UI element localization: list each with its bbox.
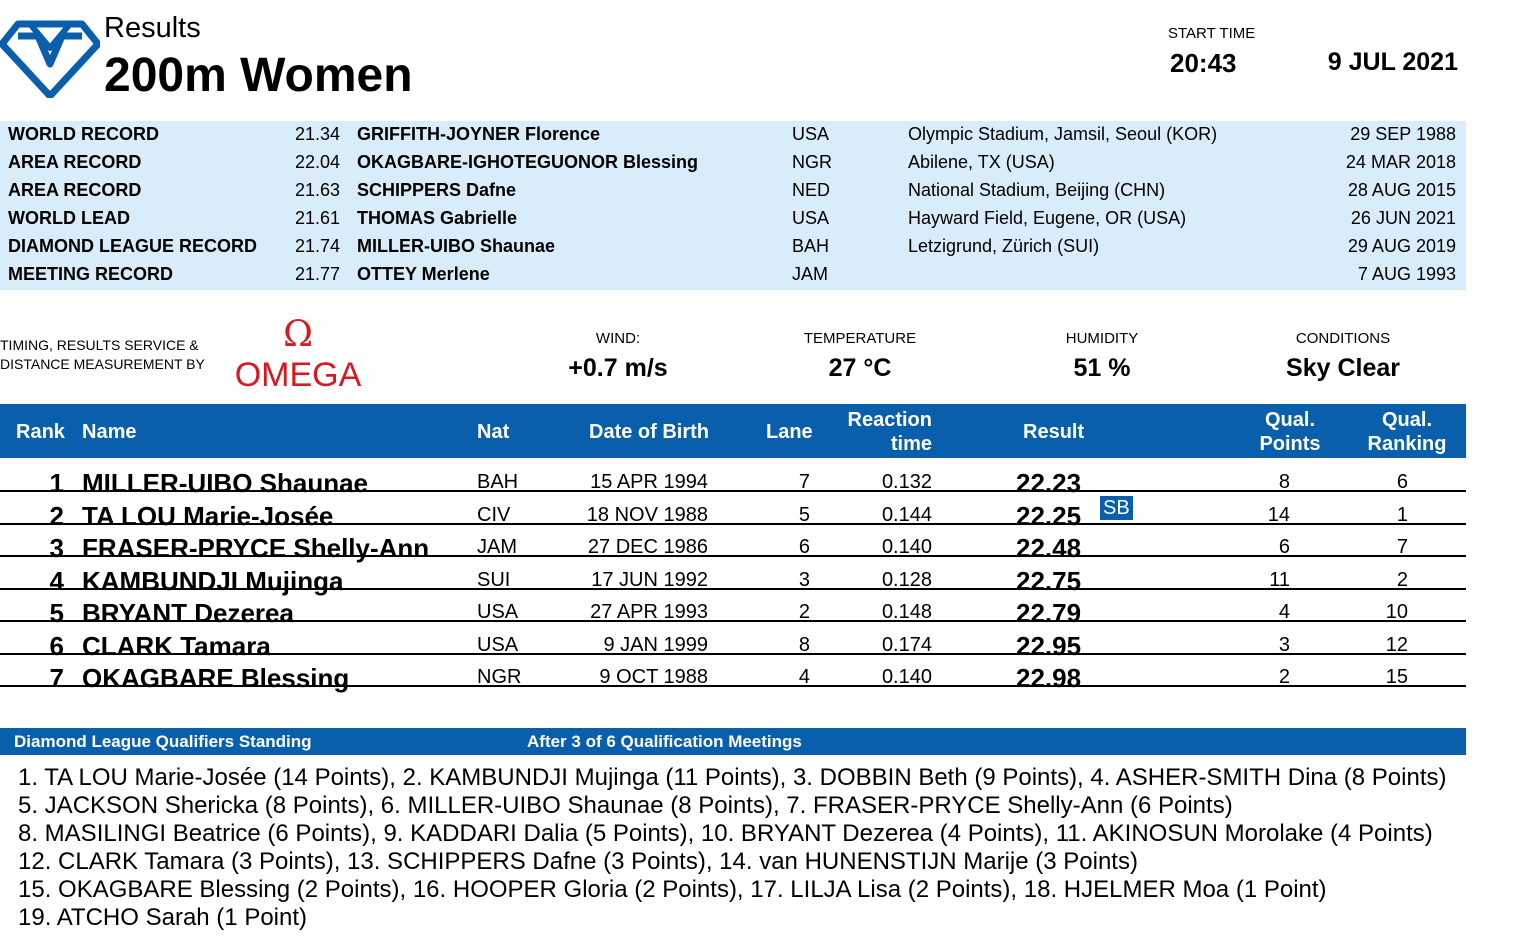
record-date: 29 AUG 2019 bbox=[1347, 236, 1456, 256]
omega-logo-icon bbox=[226, 316, 370, 390]
record-venue: Abilene, TX (USA) bbox=[908, 152, 1055, 172]
athlete-dob: 18 NOV 1988 bbox=[586, 504, 708, 526]
col-reaction-2: time bbox=[890, 433, 932, 455]
athlete-dob: 27 DEC 1986 bbox=[587, 536, 708, 558]
qual-ranking: 6 bbox=[1396, 471, 1408, 493]
result-rank: 5 bbox=[49, 598, 64, 628]
result-rank: 3 bbox=[49, 533, 64, 563]
standing-line: 12. CLARK Tamara (3 Points), 13. SCHIPPERS Dafne (3 Points), 14. van HUNENSTIJN Marije (3 Points) bbox=[18, 848, 1138, 875]
record-mark: 21.63 bbox=[294, 180, 340, 200]
athlete-nat: CIV bbox=[477, 504, 511, 526]
timing-line-2: DISTANCE MEASUREMENT BY bbox=[0, 356, 205, 372]
qual-points: 2 bbox=[1278, 666, 1290, 688]
record-row bbox=[0, 177, 1466, 205]
event-date: 9 JUL 2021 bbox=[1327, 48, 1458, 76]
qual-ranking: 15 bbox=[1385, 666, 1408, 688]
standing-line: 8. MASILINGI Beatrice (6 Points), 9. KADDARI Dalia (5 Points), 10. BRYANT Dezerea (4 Points), 11. AKINOSUN Morolake (4 Points) bbox=[18, 820, 1433, 847]
conditions-label: CONDITIONS bbox=[1295, 330, 1391, 347]
record-holder: MILLER-UIBO Shaunae bbox=[357, 236, 556, 256]
qual-points: 8 bbox=[1278, 471, 1290, 493]
athlete-lane: 3 bbox=[798, 569, 810, 591]
athlete-dob: 9 JAN 1999 bbox=[603, 634, 708, 656]
record-venue: Olympic Stadium, Jamsil, Seoul (KOR) bbox=[908, 124, 1218, 144]
record-venue: Hayward Field, Eugene, OR (USA) bbox=[908, 208, 1187, 228]
athlete-lane: 4 bbox=[798, 666, 810, 688]
athlete-name: TA LOU Marie-Josée bbox=[82, 501, 334, 531]
athlete-name: BRYANT Dezerea bbox=[82, 598, 294, 628]
result-row bbox=[0, 589, 1466, 628]
record-holder: GRIFFITH-JOYNER Florence bbox=[357, 124, 601, 144]
record-type: WORLD LEAD bbox=[8, 208, 130, 228]
record-row bbox=[0, 121, 1466, 149]
record-mark: 21.61 bbox=[294, 208, 340, 228]
col-qual-points-1: Qual. bbox=[1264, 409, 1315, 431]
athlete-nat: NGR bbox=[477, 666, 522, 688]
svg-text:Ω: Ω bbox=[283, 316, 313, 355]
start-time-value: 20:43 bbox=[1170, 48, 1237, 78]
qual-ranking: 12 bbox=[1385, 634, 1408, 656]
standing-after: After 3 of 6 Qualification Meetings bbox=[527, 732, 802, 751]
humidity-label: HUMIDITY bbox=[1065, 330, 1139, 347]
record-type: AREA RECORD bbox=[8, 180, 142, 200]
athlete-nat: USA bbox=[477, 601, 519, 623]
athlete-nat: BAH bbox=[477, 471, 519, 493]
record-nat: NED bbox=[792, 180, 831, 200]
qual-points: 4 bbox=[1278, 601, 1290, 623]
record-type: MEETING RECORD bbox=[8, 264, 174, 284]
temperature-value: 27 °C bbox=[828, 354, 892, 382]
humidity-value: 51 % bbox=[1073, 354, 1131, 382]
record-type: AREA RECORD bbox=[8, 152, 142, 172]
athlete-name: KAMBUNDJI Mujinga bbox=[82, 566, 344, 596]
result-row bbox=[0, 492, 1466, 531]
result-row bbox=[0, 459, 1466, 498]
athlete-name: OKAGBARE Blessing bbox=[82, 663, 350, 693]
result-rank: 7 bbox=[49, 663, 64, 693]
qual-points: 14 bbox=[1267, 504, 1290, 526]
record-date: 26 JUN 2021 bbox=[1350, 208, 1456, 228]
qual-ranking: 2 bbox=[1396, 569, 1408, 591]
col-result: Result bbox=[1023, 421, 1085, 443]
record-mark: 22.04 bbox=[294, 152, 340, 172]
col-qual-ranking-2: Ranking bbox=[1367, 433, 1447, 455]
record-row bbox=[0, 233, 1466, 261]
record-nat: USA bbox=[792, 124, 830, 144]
page-subtitle: Results bbox=[104, 12, 201, 44]
standing-label: Diamond League Qualifiers Standing bbox=[14, 732, 312, 751]
result-row bbox=[0, 622, 1466, 661]
conditions-value: Sky Clear bbox=[1286, 354, 1400, 382]
record-type: WORLD RECORD bbox=[8, 124, 159, 144]
timing-line-1: TIMING, RESULTS SERVICE & bbox=[0, 337, 199, 353]
athlete-lane: 5 bbox=[798, 504, 810, 526]
record-holder: OTTEY Merlene bbox=[357, 264, 490, 284]
season-best-badge: SB bbox=[1100, 496, 1133, 520]
standing-list bbox=[18, 764, 1447, 932]
page-title: 200m Women bbox=[104, 49, 413, 102]
athlete-nat: SUI bbox=[477, 569, 511, 591]
result-rank: 4 bbox=[49, 566, 64, 596]
record-row bbox=[0, 205, 1466, 233]
record-row bbox=[0, 149, 1466, 177]
col-qual-points-2: Points bbox=[1259, 433, 1321, 455]
record-venue: Letzigrund, Zürich (SUI) bbox=[908, 236, 1100, 256]
standing-line: 15. OKAGBARE Blessing (2 Points), 16. HOOPER Gloria (2 Points), 17. LILJA Lisa (2 Points), 18. HJELMER Moa (1 Point) bbox=[18, 876, 1327, 903]
result-time: 22.25 bbox=[1016, 501, 1082, 531]
record-date: 29 SEP 1988 bbox=[1350, 124, 1456, 144]
athlete-dob: 9 OCT 1988 bbox=[599, 666, 708, 688]
record-mark: 21.77 bbox=[294, 264, 340, 284]
result-time: 22.48 bbox=[1016, 533, 1082, 563]
athlete-lane: 8 bbox=[798, 634, 810, 656]
athlete-nat: USA bbox=[477, 634, 519, 656]
result-rank: 1 bbox=[49, 468, 64, 498]
result-row bbox=[0, 654, 1466, 693]
athlete-name: CLARK Tamara bbox=[82, 631, 271, 661]
diamond-league-logo-icon bbox=[0, 6, 100, 98]
result-time: 22.95 bbox=[1016, 631, 1082, 661]
col-lane: Lane bbox=[766, 421, 813, 443]
standing-line: 1. TA LOU Marie-Josée (14 Points), 2. KAMBUNDJI Mujinga (11 Points), 3. DOBBIN Beth (9 Points), 4. ASHER-SMITH Dina (8 Points) bbox=[18, 764, 1447, 791]
result-rank: 6 bbox=[49, 631, 64, 661]
omega-brand-text: OMEGA bbox=[234, 356, 362, 390]
results-header bbox=[0, 404, 1466, 458]
col-dob: Date of Birth bbox=[589, 421, 709, 443]
athlete-lane: 2 bbox=[798, 601, 810, 623]
result-row bbox=[0, 557, 1466, 596]
reaction-time: 0.140 bbox=[881, 536, 932, 558]
athlete-lane: 6 bbox=[798, 536, 810, 558]
qual-ranking: 1 bbox=[1396, 504, 1408, 526]
timing-credit bbox=[0, 336, 205, 374]
result-row bbox=[0, 524, 1466, 563]
athlete-dob: 15 APR 1994 bbox=[590, 471, 708, 493]
record-mark: 21.74 bbox=[294, 236, 340, 256]
athlete-name: MILLER-UIBO Shaunae bbox=[82, 468, 369, 498]
athlete-lane: 7 bbox=[798, 471, 810, 493]
reaction-time: 0.132 bbox=[881, 471, 932, 493]
col-nat: Nat bbox=[477, 421, 510, 443]
qual-ranking: 7 bbox=[1396, 536, 1408, 558]
record-nat: BAH bbox=[792, 236, 830, 256]
temperature-label: TEMPERATURE bbox=[803, 330, 917, 347]
wind-label: WIND: bbox=[595, 330, 641, 347]
qual-points: 6 bbox=[1278, 536, 1290, 558]
reaction-time: 0.140 bbox=[881, 666, 932, 688]
record-type: DIAMOND LEAGUE RECORD bbox=[8, 236, 258, 256]
reaction-time: 0.144 bbox=[881, 504, 932, 526]
qual-points: 3 bbox=[1278, 634, 1290, 656]
reaction-time: 0.128 bbox=[881, 569, 932, 591]
result-time: 22.75 bbox=[1016, 566, 1082, 596]
col-rank: Rank bbox=[16, 421, 65, 443]
record-mark: 21.34 bbox=[294, 124, 340, 144]
result-time: 22.23 bbox=[1016, 468, 1082, 498]
athlete-dob: 17 JUN 1992 bbox=[591, 569, 708, 591]
qual-points: 11 bbox=[1269, 569, 1290, 591]
record-date: 7 AUG 1993 bbox=[1357, 264, 1456, 284]
col-reaction-1: Reaction bbox=[847, 409, 932, 431]
col-qual-ranking-1: Qual. bbox=[1381, 409, 1432, 431]
record-date: 28 AUG 2015 bbox=[1347, 180, 1456, 200]
result-rank: 2 bbox=[49, 501, 64, 531]
athlete-name: FRASER-PRYCE Shelly-Ann bbox=[82, 533, 430, 563]
result-time: 22.98 bbox=[1016, 663, 1082, 693]
result-time: 22.79 bbox=[1016, 598, 1082, 628]
reaction-time: 0.174 bbox=[881, 634, 932, 656]
record-holder: OKAGBARE-IGHOTEGUONOR Blessing bbox=[357, 152, 699, 172]
qual-ranking: 10 bbox=[1385, 601, 1408, 623]
record-holder: SCHIPPERS Dafne bbox=[357, 180, 517, 200]
start-time-label: START TIME bbox=[1168, 25, 1256, 42]
record-nat: USA bbox=[792, 208, 830, 228]
records-table bbox=[0, 121, 1466, 290]
standing-line: 5. JACKSON Shericka (8 Points), 6. MILLER-UIBO Shaunae (8 Points), 7. FRASER-PRYCE Shelly-Ann (6 Points) bbox=[18, 792, 1233, 819]
record-row bbox=[0, 261, 1466, 289]
athlete-nat: JAM bbox=[477, 536, 517, 558]
record-nat: NGR bbox=[792, 152, 832, 172]
record-date: 24 MAR 2018 bbox=[1345, 152, 1456, 172]
reaction-time: 0.148 bbox=[881, 601, 932, 623]
col-name: Name bbox=[82, 421, 137, 443]
standing-bar bbox=[0, 728, 1466, 755]
record-venue: National Stadium, Beijing (CHN) bbox=[908, 180, 1166, 200]
wind-value: +0.7 m/s bbox=[568, 354, 668, 382]
record-nat: JAM bbox=[792, 264, 828, 284]
standing-line: 19. ATCHO Sarah (1 Point) bbox=[18, 904, 308, 931]
record-holder: THOMAS Gabrielle bbox=[357, 208, 518, 228]
athlete-dob: 27 APR 1993 bbox=[590, 601, 708, 623]
